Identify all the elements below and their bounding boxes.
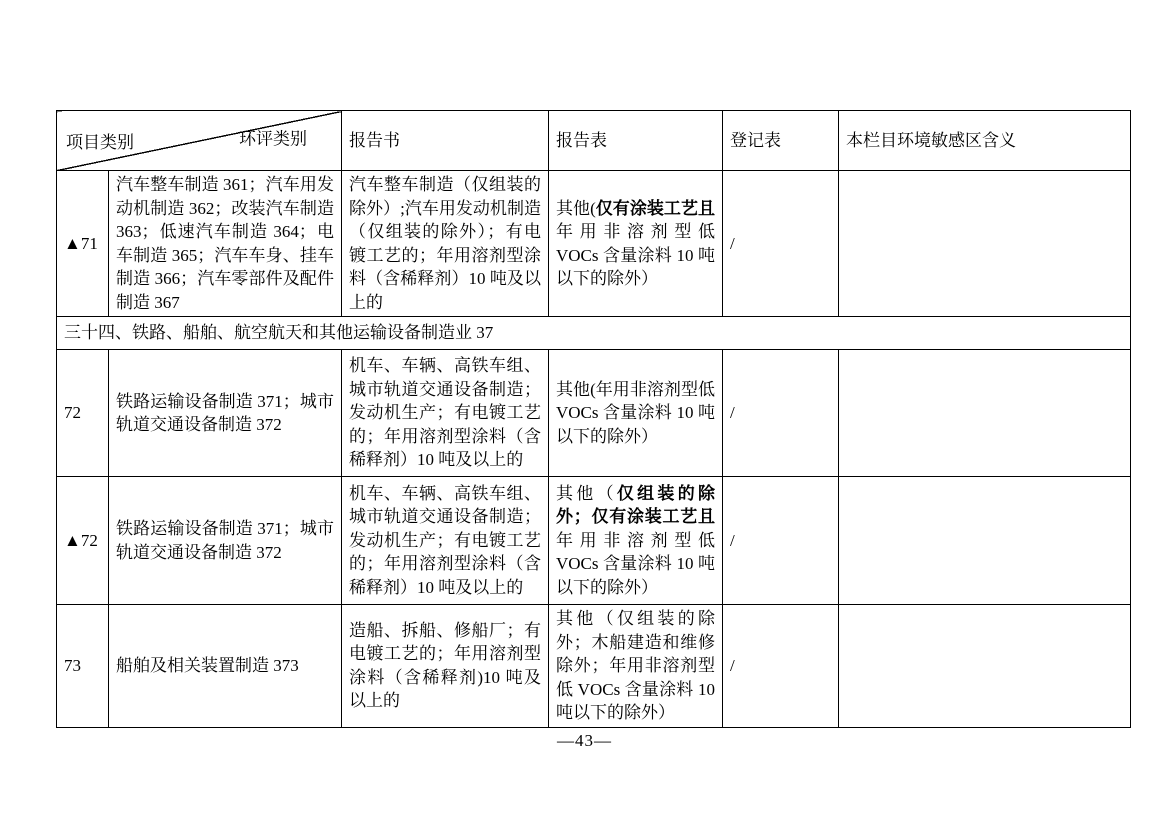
category-cell: 汽车整车制造 361；汽车用发动机制造 362；改装汽车制造 363；低速汽车制造 364；电车制造 365；汽车车身、挂车制造 366；汽车零部件及配件制造 367 <box>109 171 342 317</box>
corner-label-eia-category: 环评类别 <box>239 128 307 148</box>
column-header-report-book: 报告书 <box>342 111 549 171</box>
row-id-cell: 72 <box>57 350 109 477</box>
table-row-72 <box>57 350 1131 477</box>
register-form-cell: / <box>723 605 839 728</box>
report-form-cell: 其他（仅组装的除外；木船建造和维修除外；年用非溶剂型低 VOCs 含量涂料 10 吨以下的除外） <box>549 605 723 728</box>
register-form-cell: / <box>723 477 839 605</box>
report-book-cell: 机车、车辆、高铁车组、城市轨道交通设备制造；发动机生产；有电镀工艺的；年用溶剂型涂料（含稀释剂）10 吨及以上的 <box>342 477 549 605</box>
eia-category-table <box>56 110 1131 728</box>
register-form-cell: / <box>723 171 839 317</box>
category-cell: 铁路运输设备制造 371；城市轨道交通设备制造 372 <box>109 350 342 477</box>
table-row-72b <box>57 477 1131 605</box>
row-id-cell: ▲71 <box>57 171 109 317</box>
page-number: —43— <box>557 731 612 750</box>
column-header-register-form: 登记表 <box>723 111 839 171</box>
table-row-71 <box>57 171 1131 317</box>
corner-label-project-category: 项目类别 <box>66 132 134 152</box>
register-form-cell: / <box>723 350 839 477</box>
row-id-cell: 73 <box>57 605 109 728</box>
section-title: 三十四、铁路、船舶、航空航天和其他运输设备制造业 37 <box>57 317 1131 350</box>
report-form-cell: 其他(年用非溶剂型低 VOCs 含量涂料 10 吨以下的除外） <box>549 350 723 477</box>
table-row-73 <box>57 605 1131 728</box>
corner-header-cell <box>57 111 342 171</box>
report-form-cell: 其他（仅组装的除外；仅有涂装工艺且年用非溶剂型低 VOCs 含量涂料 10 吨以下的除外） <box>549 477 723 605</box>
category-cell: 铁路运输设备制造 371；城市轨道交通设备制造 372 <box>109 477 342 605</box>
column-header-report-form: 报告表 <box>549 111 723 171</box>
report-form-cell: 其他(仅有涂装工艺且年用非溶剂型低 VOCs 含量涂料 10 吨以下的除外） <box>549 171 723 317</box>
sensitive-meaning-cell <box>839 605 1131 728</box>
row-id-cell: ▲72 <box>57 477 109 605</box>
table-header-row <box>57 111 1131 171</box>
category-cell: 船舶及相关装置制造 373 <box>109 605 342 728</box>
report-book-cell: 造船、拆船、修船厂；有电镀工艺的；年用溶剂型涂料（含稀释剂)10 吨及以上的 <box>342 605 549 728</box>
report-book-cell: 汽车整车制造（仅组装的除外）;汽车用发动机制造（仅组装的除外）；有电镀工艺的；年用溶剂型涂料（含稀释剂）10 吨及以上的 <box>342 171 549 317</box>
sensitive-meaning-cell <box>839 477 1131 605</box>
sensitive-meaning-cell <box>839 171 1131 317</box>
sensitive-meaning-cell <box>839 350 1131 477</box>
section-header-row <box>57 317 1131 350</box>
column-header-sensitive-meaning: 本栏目环境敏感区含义 <box>839 111 1131 171</box>
report-book-cell: 机车、车辆、高铁车组、城市轨道交通设备制造；发动机生产；有电镀工艺的；年用溶剂型涂料（含稀释剂）10 吨及以上的 <box>342 350 549 477</box>
